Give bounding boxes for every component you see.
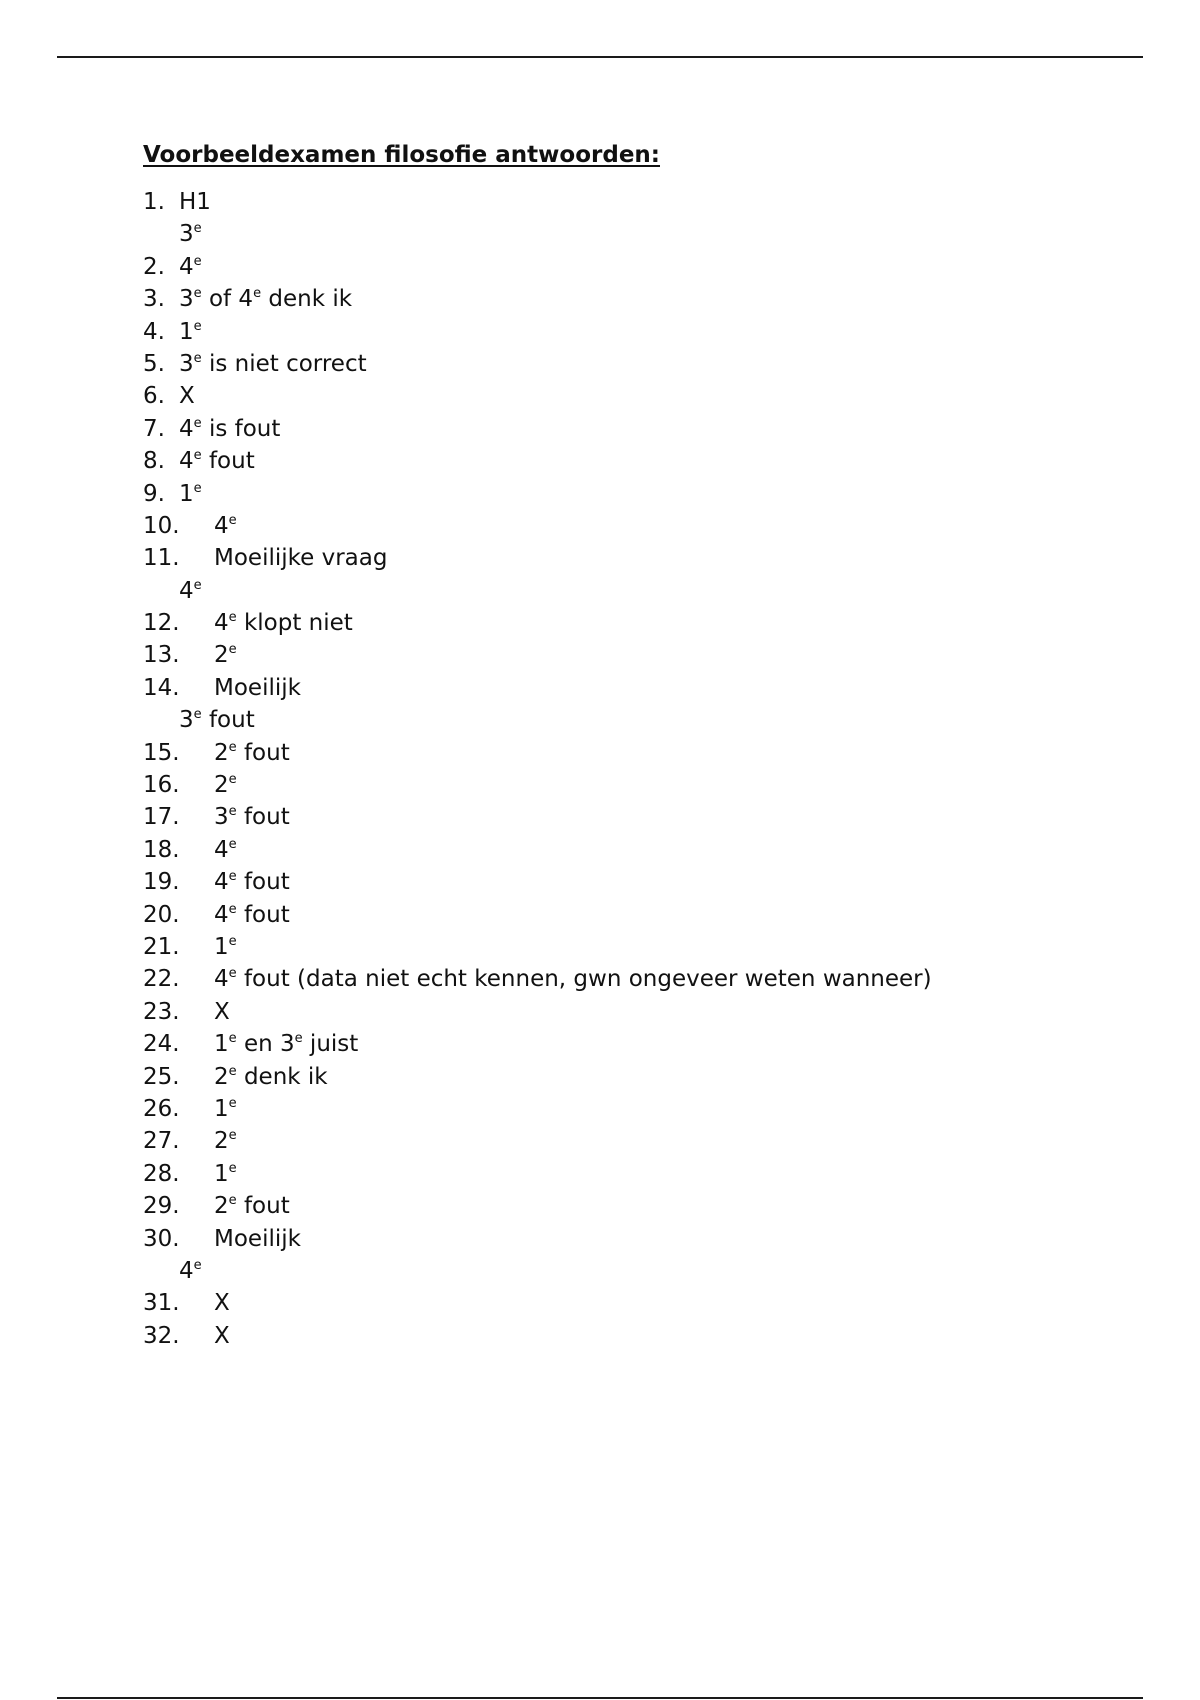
answer-text bbox=[214, 834, 237, 866]
answer-number: 10. bbox=[143, 512, 180, 539]
answer-text-segment: Moeilijk bbox=[214, 1225, 301, 1252]
ordinal-superscript: e bbox=[228, 610, 237, 626]
answer-text-segment: of 4 bbox=[201, 286, 254, 313]
answer-item bbox=[143, 672, 1143, 704]
answer-text-segment: 1 bbox=[214, 1095, 229, 1122]
answer-text-segment: fout bbox=[236, 739, 290, 766]
answer-number: 14. bbox=[143, 674, 180, 701]
answer-text bbox=[179, 218, 202, 250]
answer-item bbox=[143, 931, 1143, 963]
answer-item bbox=[143, 478, 1143, 510]
answer-item bbox=[143, 380, 1143, 412]
answer-text-segment: 4 bbox=[179, 1257, 194, 1284]
answer-number: 23. bbox=[143, 998, 180, 1025]
answer-text-segment: en 3 bbox=[236, 1031, 295, 1058]
page-title: Voorbeeldexamen filosofie antwoorden: bbox=[143, 142, 660, 168]
answer-text-segment: 4 bbox=[179, 253, 194, 280]
answer-number: 31. bbox=[143, 1290, 180, 1317]
answer-text bbox=[214, 542, 387, 574]
answer-text-segment: 4 bbox=[214, 836, 229, 863]
answer-text-segment: 4 bbox=[214, 512, 229, 539]
answer-item bbox=[143, 186, 1143, 218]
answer-item bbox=[143, 1028, 1143, 1060]
answer-text-segment: 4 bbox=[179, 415, 194, 442]
answer-text bbox=[214, 931, 237, 963]
answer-item bbox=[143, 996, 1143, 1028]
answer-item bbox=[143, 1125, 1143, 1157]
answer-text-segment: 2 bbox=[214, 772, 229, 799]
answer-item bbox=[143, 1093, 1143, 1125]
ordinal-superscript: e bbox=[193, 448, 202, 464]
answer-text-segment: fout bbox=[201, 448, 255, 475]
answer-text bbox=[179, 1255, 202, 1287]
answer-text bbox=[214, 769, 237, 801]
answer-item bbox=[143, 251, 1143, 283]
answer-item bbox=[143, 607, 1143, 639]
header-rule bbox=[57, 56, 1143, 58]
answer-text-segment: 3 bbox=[179, 707, 194, 734]
answer-text bbox=[214, 866, 290, 898]
answer-text-segment: 2 bbox=[214, 642, 229, 669]
answer-item bbox=[143, 801, 1143, 833]
ordinal-superscript: e bbox=[228, 1095, 237, 1111]
answer-item bbox=[143, 413, 1143, 445]
ordinal-superscript: e bbox=[228, 836, 237, 852]
ordinal-superscript: e bbox=[193, 318, 202, 334]
answer-text-segment: Moeilijke vraag bbox=[214, 545, 388, 572]
answer-item bbox=[143, 445, 1143, 477]
footer-rule bbox=[57, 1697, 1143, 1699]
answer-text-segment: 4 bbox=[179, 448, 194, 475]
ordinal-superscript: e bbox=[193, 221, 202, 237]
answer-text-segment: 1 bbox=[214, 933, 229, 960]
answer-number: 29. bbox=[143, 1193, 180, 1220]
ordinal-superscript: e bbox=[228, 804, 237, 820]
answer-text-segment: fout bbox=[236, 901, 290, 928]
answer-number: 7. bbox=[143, 415, 165, 442]
answer-item bbox=[143, 1061, 1143, 1093]
answer-number: 32. bbox=[143, 1322, 180, 1349]
answer-item bbox=[143, 316, 1143, 348]
answer-text bbox=[214, 1125, 237, 1157]
answer-number: 25. bbox=[143, 1063, 180, 1090]
answer-text-segment: 1 bbox=[179, 480, 194, 507]
answer-text bbox=[179, 575, 202, 607]
answer-text-segment: 4 bbox=[179, 577, 194, 604]
answer-number: 2. bbox=[143, 253, 165, 280]
answer-number: 17. bbox=[143, 804, 180, 831]
answer-item bbox=[143, 1320, 1143, 1352]
answer-item bbox=[143, 737, 1143, 769]
answer-item bbox=[143, 769, 1143, 801]
answer-number: 6. bbox=[143, 383, 165, 410]
answer-continuation bbox=[143, 704, 1143, 736]
ordinal-superscript: e bbox=[294, 1031, 303, 1047]
ordinal-superscript: e bbox=[228, 1193, 237, 1209]
answer-text-segment: X bbox=[214, 998, 230, 1025]
ordinal-superscript: e bbox=[193, 707, 202, 723]
answer-text bbox=[214, 1320, 230, 1352]
answer-text-segment: is niet correct bbox=[201, 350, 367, 377]
answer-number: 5. bbox=[143, 350, 165, 377]
answer-text-segment: 1 bbox=[179, 318, 194, 345]
answer-text-segment: 4 bbox=[214, 869, 229, 896]
answer-text-segment: 4 bbox=[214, 901, 229, 928]
ordinal-superscript: e bbox=[228, 901, 237, 917]
answer-item bbox=[143, 283, 1143, 315]
answer-text-segment: fout (data niet echt kennen, gwn ongeveer weten wanneer) bbox=[236, 966, 932, 993]
answer-text bbox=[214, 639, 237, 671]
answer-text-segment: H1 bbox=[179, 189, 211, 215]
answer-text-segment: fout bbox=[236, 804, 290, 831]
answer-number: 27. bbox=[143, 1128, 180, 1155]
answer-text-segment: fout bbox=[236, 1193, 290, 1220]
answer-continuation bbox=[143, 1255, 1143, 1287]
answer-text bbox=[214, 996, 230, 1028]
answer-text-segment: 1 bbox=[214, 1031, 229, 1058]
answer-text bbox=[214, 1190, 290, 1222]
answer-continuation bbox=[143, 575, 1143, 607]
answer-text bbox=[179, 283, 352, 315]
answer-text-segment: 3 bbox=[214, 804, 229, 831]
document-body bbox=[143, 140, 1143, 1352]
ordinal-superscript: e bbox=[193, 415, 202, 431]
answer-text bbox=[214, 1158, 237, 1190]
answer-item bbox=[143, 963, 1143, 995]
answer-text-segment: denk ik bbox=[236, 1063, 328, 1090]
ordinal-superscript: e bbox=[228, 642, 237, 658]
ordinal-superscript: e bbox=[228, 869, 237, 885]
ordinal-superscript: e bbox=[228, 933, 237, 949]
answer-number: 18. bbox=[143, 836, 180, 863]
answer-text-segment: denk ik bbox=[261, 286, 353, 313]
ordinal-superscript: e bbox=[193, 286, 202, 302]
answer-number: 15. bbox=[143, 739, 180, 766]
ordinal-superscript: e bbox=[228, 739, 237, 755]
answer-text bbox=[179, 478, 202, 510]
answer-text bbox=[214, 899, 290, 931]
answer-text-segment: juist bbox=[302, 1031, 359, 1058]
answer-item bbox=[143, 348, 1143, 380]
answer-text-segment: 2 bbox=[214, 739, 229, 766]
answer-item bbox=[143, 1190, 1143, 1222]
answer-text-segment: Moeilijk bbox=[214, 674, 301, 701]
answer-text bbox=[179, 348, 367, 380]
answer-number: 16. bbox=[143, 772, 180, 799]
answer-text-segment: fout bbox=[236, 869, 290, 896]
answer-text-segment: klopt niet bbox=[236, 610, 353, 637]
answer-text-segment: 3 bbox=[179, 221, 194, 248]
ordinal-superscript: e bbox=[193, 480, 202, 496]
answer-text bbox=[214, 1028, 358, 1060]
ordinal-superscript: e bbox=[228, 512, 237, 528]
answer-number: 9. bbox=[143, 480, 165, 507]
answer-number: 3. bbox=[143, 286, 165, 313]
answer-text bbox=[179, 251, 202, 283]
answer-text-segment: 3 bbox=[179, 286, 194, 313]
answer-item bbox=[143, 639, 1143, 671]
ordinal-superscript: e bbox=[193, 1257, 202, 1273]
answer-number: 4. bbox=[143, 318, 165, 345]
answer-text bbox=[179, 445, 255, 477]
answer-text bbox=[214, 1093, 237, 1125]
answer-text-segment: 4 bbox=[214, 966, 229, 993]
answer-text bbox=[214, 672, 301, 704]
ordinal-superscript: e bbox=[228, 772, 237, 788]
answer-item bbox=[143, 899, 1143, 931]
answer-text bbox=[179, 413, 280, 445]
ordinal-superscript: e bbox=[228, 1063, 237, 1079]
ordinal-superscript: e bbox=[193, 350, 202, 366]
answer-number: 26. bbox=[143, 1095, 180, 1122]
answer-text-segment: 3 bbox=[179, 350, 194, 377]
ordinal-superscript: e bbox=[193, 577, 202, 593]
answer-number: 13. bbox=[143, 642, 180, 669]
answer-text-segment: 2 bbox=[214, 1063, 229, 1090]
answer-text-segment: X bbox=[214, 1290, 230, 1317]
answer-text bbox=[214, 1223, 301, 1255]
ordinal-superscript: e bbox=[193, 253, 202, 269]
answer-text-segment: 2 bbox=[214, 1193, 229, 1220]
answer-text-segment: X bbox=[214, 1322, 230, 1349]
answer-text bbox=[214, 737, 290, 769]
answer-text-segment: 4 bbox=[214, 610, 229, 637]
answer-text bbox=[214, 1287, 230, 1319]
ordinal-superscript: e bbox=[228, 1128, 237, 1144]
answer-number: 28. bbox=[143, 1160, 180, 1187]
answer-list bbox=[143, 186, 1143, 1352]
answer-text bbox=[179, 380, 195, 412]
answer-number: 30. bbox=[143, 1225, 180, 1252]
answer-text-segment: 2 bbox=[214, 1128, 229, 1155]
answer-item bbox=[143, 1223, 1143, 1255]
answer-text-segment: X bbox=[179, 383, 195, 410]
answer-number: 1. bbox=[143, 189, 165, 215]
answer-text bbox=[214, 607, 353, 639]
ordinal-superscript: e bbox=[253, 286, 262, 302]
ordinal-superscript: e bbox=[228, 1031, 237, 1047]
answer-text bbox=[179, 186, 211, 218]
answer-text bbox=[179, 316, 202, 348]
answer-number: 8. bbox=[143, 448, 165, 475]
answer-item bbox=[143, 1158, 1143, 1190]
answer-item bbox=[143, 866, 1143, 898]
answer-text bbox=[214, 963, 932, 995]
answer-item bbox=[143, 542, 1143, 574]
answer-text bbox=[214, 1061, 328, 1093]
answer-number: 19. bbox=[143, 869, 180, 896]
answer-number: 21. bbox=[143, 933, 180, 960]
answer-text bbox=[214, 801, 290, 833]
answer-item bbox=[143, 834, 1143, 866]
answer-number: 20. bbox=[143, 901, 180, 928]
answer-number: 12. bbox=[143, 610, 180, 637]
answer-text-segment: fout bbox=[201, 707, 255, 734]
ordinal-superscript: e bbox=[228, 1160, 237, 1176]
answer-text bbox=[214, 510, 237, 542]
answer-item bbox=[143, 1287, 1143, 1319]
answer-number: 24. bbox=[143, 1031, 180, 1058]
answer-text-segment: is fout bbox=[201, 415, 281, 442]
answer-text-segment: 1 bbox=[214, 1160, 229, 1187]
answer-item bbox=[143, 510, 1143, 542]
answer-text bbox=[179, 704, 255, 736]
ordinal-superscript: e bbox=[228, 966, 237, 982]
answer-number: 11. bbox=[143, 545, 180, 572]
answer-continuation bbox=[143, 218, 1143, 250]
answer-number: 22. bbox=[143, 966, 180, 993]
